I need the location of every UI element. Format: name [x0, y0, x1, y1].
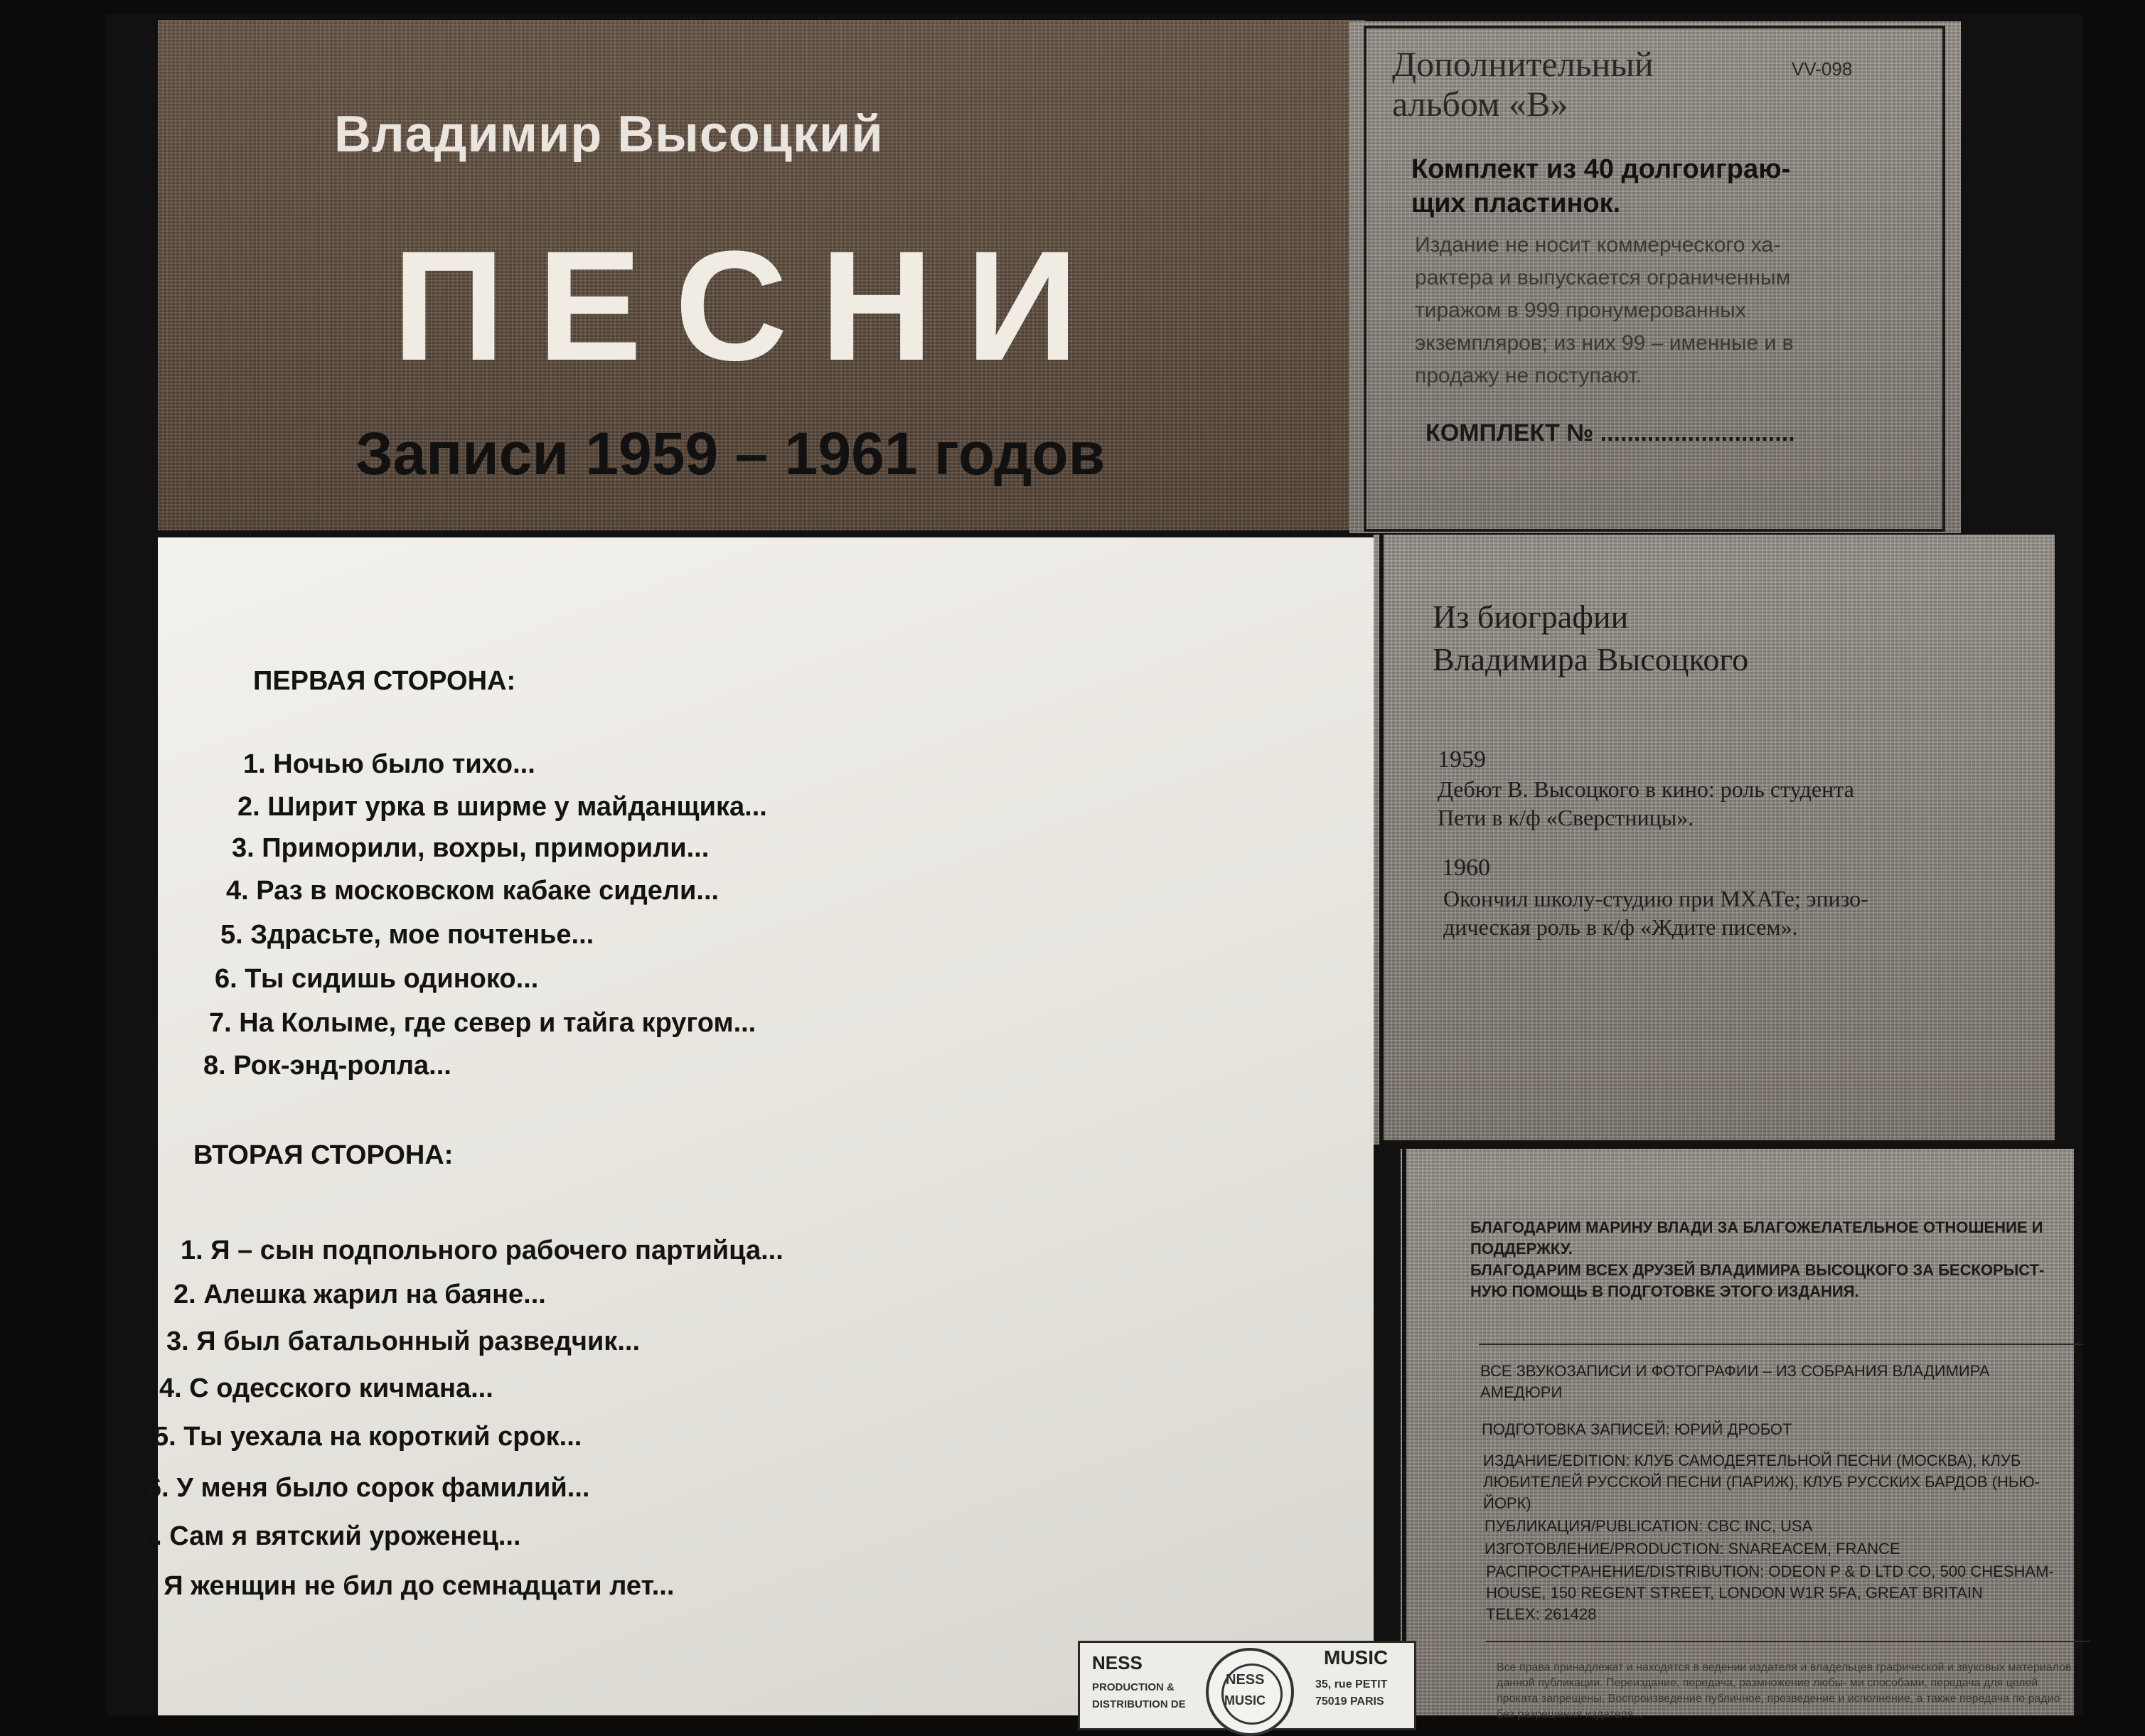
thanks-line: ПОДДЕРЖКУ. [1470, 1240, 1573, 1258]
recordings-credit [1480, 1361, 2106, 1403]
bio-entry-line: дическая роль в к/ф «Ждите писем». [1443, 914, 1798, 940]
track-item: 4. С одесского кичмана... [159, 1373, 493, 1403]
ness-subtitle-line: DISTRIBUTION DE [1092, 1698, 1186, 1710]
track-item: 8. Я женщин не бил до семнадцати лет... [134, 1571, 675, 1601]
note-line: экземпляров; из них 99 – именные и в [1415, 331, 1794, 355]
track-item: 3. Приморили, вохры, приморили... [232, 833, 710, 863]
set-title [1411, 152, 1923, 220]
ness-subtitle-line: PRODUCTION & [1092, 1681, 1175, 1693]
catalog-number: VV-098 [1792, 58, 1853, 80]
credit-line: ЛЮБИТЕЛЕЙ РУССКОЙ ПЕСНИ (ПАРИЖ), КЛУБ РУССКИХ БАРДОВ (НЬЮ- [1483, 1473, 2040, 1491]
set-title-line1: Комплект из 40 долгоиграю- [1411, 154, 1791, 184]
track-item: 5. Ты уехала на короткий срок... [154, 1422, 582, 1452]
bio-entry-line: Окончил школу-студию при МХАТе; эпизо- [1443, 886, 1868, 911]
side-a-heading: ПЕРВАЯ СТОРОНА: [253, 666, 516, 696]
note-line: Издание не носит коммерческого ха- [1415, 233, 1781, 257]
ness-label: NESS [1092, 1652, 1143, 1673]
credits-divider [1486, 1641, 2090, 1642]
track-item: 8. Рок-энд-ролла... [203, 1051, 451, 1081]
copyright-fine-print: Все права принадлежат и находятся в ведении издателя и владельцев графической и звуковых материалов данной публикации. Переиздание, передача, размножение любы- ми способами, передача для целей проката запрещены. Воспроизведение публичное, прозведение и исполнение, а также передача по радио без разрешения издателя... [1497, 1661, 2072, 1720]
extra-album-line1: Дополнительный [1392, 44, 1654, 84]
track-item: 1. Ночью было тихо... [243, 749, 535, 779]
production-credit: ИЗГОТОВЛЕНИЕ/PRODUCTION: SNAREACEM, FRANCE [1485, 1540, 1900, 1558]
track-item: 6. У меня было сорок фамилий... [146, 1473, 590, 1503]
track-item: 1. Я – сын подпольного рабочего партийца... [181, 1236, 783, 1265]
credits-divider [1479, 1344, 2083, 1345]
note-line: тиражом в 999 пронумерованных [1415, 299, 1746, 322]
address-line: 75019 PARIS [1315, 1695, 1384, 1708]
edition-credit [1483, 1450, 2109, 1514]
credit-line: TELEX: 261428 [1486, 1605, 1597, 1623]
track-item: 5. Здрасьте, мое почтенье... [220, 920, 594, 950]
biography-title [1433, 596, 1748, 681]
ness-subtitle [1092, 1679, 1186, 1713]
thanks-line: НУЮ ПОМОЩЬ В ПОДГОТОВКЕ ЭТОГО ИЗДАНИЯ. [1470, 1282, 1859, 1300]
album-subtitle: Записи 1959 – 1961 годов [355, 420, 1106, 487]
emblem-text-bottom: MUSIC [1224, 1693, 1266, 1708]
bio-year: 1959 [1438, 746, 1486, 773]
credit-line: ЙОРК) [1483, 1494, 1531, 1512]
emblem-text-top: NESS [1226, 1672, 1265, 1688]
credit-line: HOUSE, 150 REGENT STREET, LONDON W1R 5FA, GREAT BRITAIN [1486, 1584, 1983, 1602]
bio-entry-line: Дебют В. Высоцкого в кино: роль студента [1438, 776, 1854, 802]
music-label: MUSIC [1324, 1646, 1389, 1668]
edition-note [1415, 229, 1934, 392]
extra-album-heading [1392, 44, 1654, 124]
album-title: ПЕСНИ [392, 218, 1111, 393]
extra-album-line2: альбом «В» [1392, 84, 1568, 124]
thanks-block [1470, 1217, 2096, 1302]
track-item: 2. Алешка жарил на баяне... [173, 1280, 546, 1309]
credit-line: РАСПРОСТРАНЕНИЕ/DISTRIBUTION: ODEON P & D LTD CO, 500 CHESHAM- [1486, 1563, 2054, 1580]
bio-year: 1960 [1442, 854, 1490, 881]
track-item: 4. Раз в московском кабаке сидели... [226, 876, 720, 906]
logo-address [1315, 1676, 1387, 1710]
bio-entry-line: Пети в к/ф «Сверстницы». [1438, 805, 1694, 830]
biography-title-line1: Из биографии [1433, 599, 1629, 635]
set-title-line2: щих пластинок. [1411, 188, 1621, 218]
credit-line: ВСЕ ЗВУКОЗАПИСИ И ФОТОГРАФИИ – ИЗ СОБРАНИЯ ВЛАДИМИРА [1480, 1362, 1990, 1380]
set-number-label: КОМПЛЕКТ № ............................. [1425, 419, 1795, 446]
artist-name: Владимир Высоцкий [334, 106, 884, 163]
ness-music-emblem [1206, 1648, 1294, 1736]
track-item: 2. Ширит урка в ширме у майданщика... [237, 792, 767, 822]
preparation-credit: ПОДГОТОВКА ЗАПИСЕЙ: ЮРИЙ ДРОБОТ [1482, 1420, 1792, 1438]
track-item: 3. Я был батальонный разведчик... [166, 1327, 641, 1356]
track-item: 6. Ты сидишь одиноко... [215, 964, 539, 994]
bio-entry [1438, 775, 2006, 832]
thanks-line: БЛАГОДАРИМ ВСЕХ ДРУЗЕЙ ВЛАДИМИРА ВЫСОЦКОГО ЗА БЕСКОРЫСТ- [1470, 1261, 2045, 1279]
note-line: рактера и выпускается ограниченным [1415, 266, 1791, 289]
address-line: 35, rue PETIT [1315, 1678, 1388, 1691]
credit-line: АМЕДЮРИ [1480, 1383, 1563, 1401]
distribution-credit [1486, 1561, 2112, 1625]
side-b-heading: ВТОРАЯ СТОРОНА: [193, 1140, 454, 1170]
credit-line: ИЗДАНИЕ/EDITION: КЛУБ САМОДЕЯТЕЛЬНОЙ ПЕСНИ (МОСКВА), КЛУБ [1483, 1452, 2021, 1469]
publication-credit: ПУБЛИКАЦИЯ/PUBLICATION: CBC INC, USA [1485, 1517, 1813, 1535]
thanks-line: БЛАГОДАРИМ МАРИНУ ВЛАДИ ЗА БЛАГОЖЕЛАТЕЛЬНОЕ ОТНОШЕНИЕ И [1470, 1218, 2043, 1236]
track-item: 7. На Колыме, где север и тайга кругом... [209, 1008, 756, 1038]
note-line: продажу не поступают. [1415, 364, 1642, 387]
track-item: 7. Сам я вятский уроженец... [139, 1521, 521, 1551]
biography-title-line2: Владимира Высоцкого [1433, 641, 1749, 677]
bio-entry [1443, 884, 2012, 941]
